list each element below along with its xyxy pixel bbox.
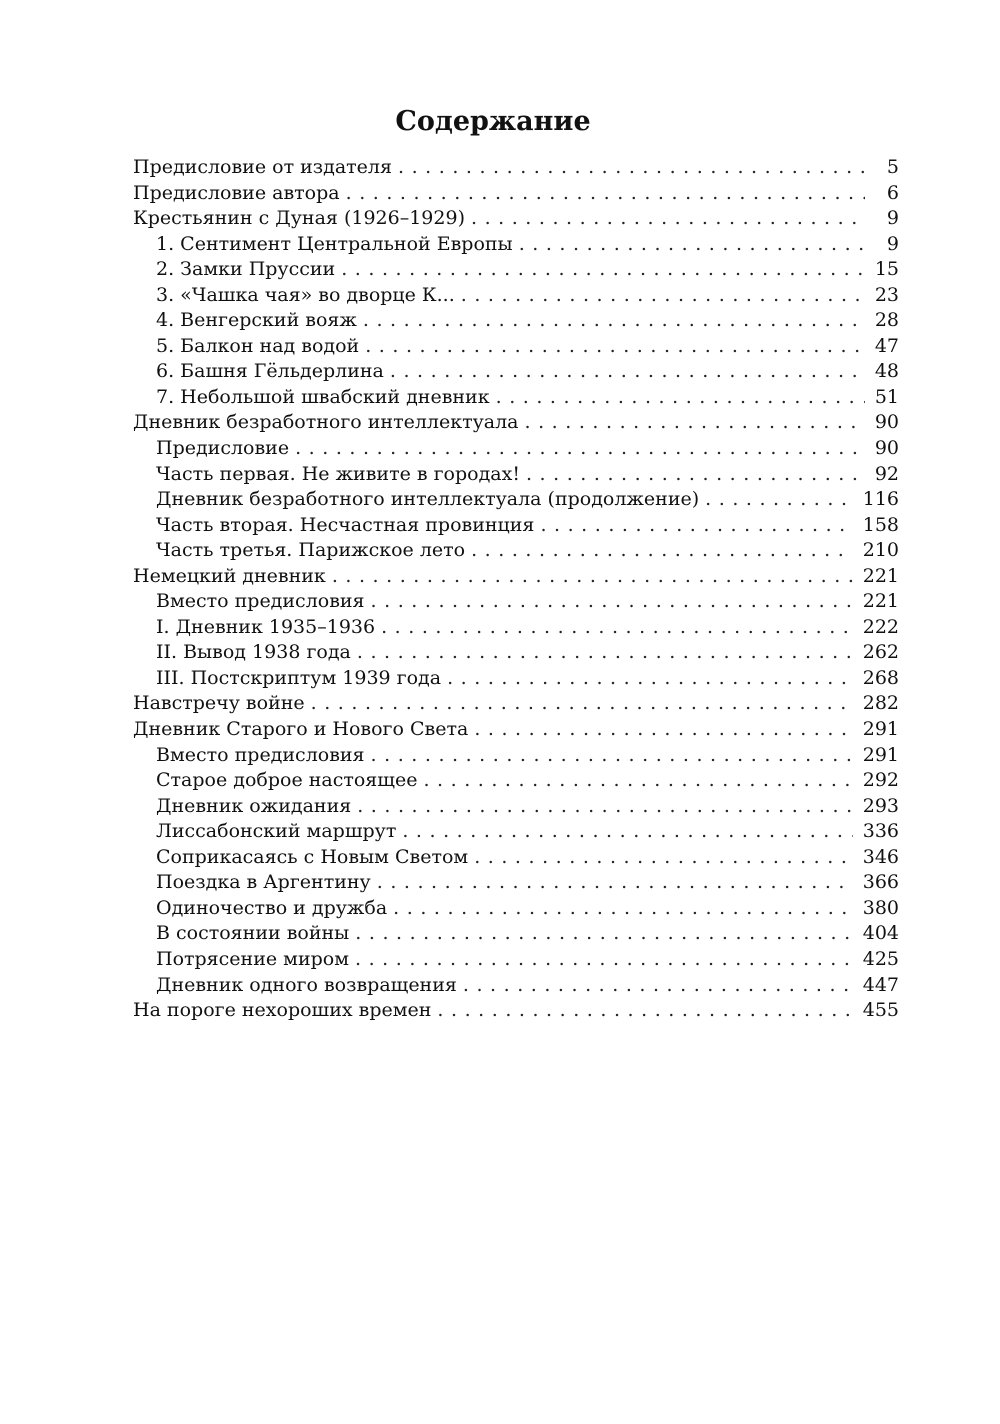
toc-entry (133, 181, 899, 207)
toc-entry-page-number: 262 (862, 641, 899, 664)
toc-entry-label: Дневник ожидания (156, 794, 352, 817)
toc-entry-label: Соприкасаясь с Новым Светом (156, 845, 469, 868)
toc-dot-leader (332, 564, 853, 590)
toc-entry-page-number: 116 (862, 488, 899, 511)
toc-entry-page-number: 47 (874, 334, 899, 357)
toc-entry-page-number: 210 (862, 539, 899, 562)
toc-dot-leader (474, 717, 852, 743)
toc-entry-label: Лиссабонский маршрут (156, 820, 397, 843)
toc-entry (133, 436, 899, 462)
toc-entry-page-number: 346 (862, 845, 899, 868)
toc-dot-leader (346, 181, 865, 207)
toc-entry (133, 334, 899, 360)
toc-dot-leader (705, 487, 853, 513)
toc-entry-label: Часть вторая. Несчастная провинция (156, 513, 535, 536)
toc-entry-label: Одиночество и дружба (156, 896, 388, 919)
toc-dot-leader (496, 385, 865, 411)
toc-entry-label: В состоянии войны (156, 922, 350, 945)
toc-entry-label: 1. Сентимент Центральной Европы (156, 232, 513, 255)
toc-entry-page-number: 15 (874, 258, 899, 281)
toc-entry-label: 3. «Чашка чая» во дворце К... (156, 283, 455, 306)
toc-entry-page-number: 455 (862, 999, 899, 1022)
toc-dot-leader (295, 436, 865, 462)
toc-entry (133, 232, 899, 258)
toc-entry-page-number: 90 (874, 437, 899, 460)
toc-entry-page-number: 293 (862, 794, 899, 817)
toc-entry-page-number: 292 (862, 769, 899, 792)
toc-entry-label: Часть первая. Не живите в городах! (156, 462, 520, 485)
toc-entry-label: Поездка в Аргентину (156, 871, 371, 894)
toc-entry (133, 819, 899, 845)
toc-entry-page-number: 404 (862, 922, 899, 945)
toc-dot-leader (471, 538, 853, 564)
toc-entry (133, 487, 899, 513)
toc-entry-label: Потрясение миром (156, 947, 349, 970)
toc-entry (133, 870, 899, 896)
toc-entry-page-number: 282 (862, 692, 899, 715)
toc-entry-page-number: 28 (874, 309, 899, 332)
toc-dot-leader (390, 359, 865, 385)
toc-entry (133, 155, 899, 181)
toc-entry-label: 4. Венгерский вояж (156, 309, 357, 332)
toc-dot-leader (393, 896, 853, 922)
toc-entry (133, 666, 899, 692)
toc-dot-leader (311, 691, 853, 717)
toc-entry (133, 538, 899, 564)
toc-dot-leader (423, 768, 852, 794)
toc-dot-leader (365, 334, 865, 360)
toc-entry-page-number: 291 (862, 718, 899, 741)
toc-dot-leader (525, 410, 865, 436)
toc-entry (133, 921, 899, 947)
toc-entry-page-number: 268 (862, 666, 899, 689)
toc-entry (133, 845, 899, 871)
toc-entry-page-number: 291 (862, 743, 899, 766)
toc-entry-page-number: 5 (886, 156, 899, 178)
toc-entry-label: Дневник безработного интеллектуала (продолжение) (156, 488, 700, 511)
toc-entry-page-number: 425 (862, 947, 899, 970)
toc-entry (133, 768, 899, 794)
toc-dot-leader (402, 819, 852, 845)
toc-entry-label: 5. Балкон над водой (156, 334, 360, 357)
toc-dot-leader (437, 998, 852, 1024)
toc-dot-leader (540, 513, 852, 539)
toc-dot-leader (381, 615, 853, 641)
toc-entry-page-number: 90 (874, 411, 899, 434)
toc-dot-leader (371, 743, 853, 769)
toc-entry-label: Дневник Старого и Нового Света (133, 718, 469, 741)
toc-entry-label: Вместо предисловия (156, 590, 365, 613)
toc-entry-label: Предисловие (156, 437, 290, 460)
toc-entry (133, 973, 899, 999)
toc-dot-leader (357, 794, 853, 820)
toc-entry-label: 6. Башня Гёльдерлина (156, 360, 384, 383)
toc-entry-page-number: 221 (862, 564, 899, 587)
toc-dot-leader (461, 283, 865, 309)
toc-dot-leader (447, 666, 853, 692)
toc-entry (133, 462, 899, 488)
toc-entry-page-number: 366 (862, 871, 899, 894)
toc-dot-leader (474, 845, 853, 871)
toc-entry (133, 896, 899, 922)
toc-entry (133, 691, 899, 717)
toc-entry (133, 717, 899, 743)
toc-entry-label: Старое доброе настоящее (156, 769, 418, 792)
toc-entry-label: I. Дневник 1935–1936 (156, 615, 376, 638)
toc-dot-leader (526, 462, 865, 488)
toc-entry-label: Дневник безработного интеллектуала (133, 411, 519, 434)
toc-entry-label: Немецкий дневник (133, 564, 326, 587)
toc-entry-label: На пороге нехороших времен (133, 999, 432, 1022)
toc-dot-leader (355, 921, 852, 947)
toc-entry-page-number: 6 (886, 181, 899, 204)
toc-dot-leader (463, 973, 853, 999)
toc-dot-leader (398, 155, 865, 181)
table-of-contents (133, 155, 899, 1024)
toc-entry (133, 308, 899, 334)
toc-dot-leader (471, 206, 865, 232)
toc-dot-leader (371, 589, 853, 615)
toc-dot-leader (363, 308, 865, 334)
toc-entry-page-number: 221 (862, 590, 899, 613)
toc-entry (133, 359, 899, 385)
toc-entry-page-number: 51 (874, 385, 899, 408)
toc-entry-page-number: 158 (862, 513, 899, 536)
toc-entry (133, 513, 899, 539)
toc-entry (133, 385, 899, 411)
toc-entry-page-number: 9 (886, 207, 899, 230)
toc-entry-page-number: 380 (862, 896, 899, 919)
toc-entry-label: Дневник одного возвращения (156, 973, 457, 996)
toc-entry-page-number: 23 (874, 283, 899, 306)
toc-entry-label: Вместо предисловия (156, 743, 365, 766)
toc-entry (133, 589, 899, 615)
toc-entry (133, 410, 899, 436)
toc-dot-leader (377, 870, 853, 896)
toc-entry (133, 743, 899, 769)
toc-entry (133, 206, 899, 232)
toc-entry-page-number: 222 (862, 615, 899, 638)
toc-entry-page-number: 92 (874, 462, 899, 485)
toc-dot-leader (357, 640, 853, 666)
toc-entry-label: 7. Небольшой швабский дневник (156, 385, 490, 408)
toc-entry (133, 615, 899, 641)
toc-entry-label: Предисловие от издателя (133, 156, 392, 178)
page-title: Содержание (395, 106, 591, 137)
toc-entry (133, 283, 899, 309)
toc-entry-label: Предисловие автора (133, 181, 340, 204)
toc-entry (133, 998, 899, 1024)
toc-entry (133, 947, 899, 973)
toc-entry (133, 794, 899, 820)
toc-entry-page-number: 48 (874, 360, 899, 383)
toc-dot-leader (355, 947, 853, 973)
toc-entry-page-number: 447 (862, 973, 899, 996)
toc-entry (133, 257, 899, 283)
toc-entry-page-number: 9 (886, 232, 899, 255)
toc-entry (133, 640, 899, 666)
toc-entry-label: Навстречу войне (133, 692, 305, 715)
toc-entry-label: II. Вывод 1938 года (156, 641, 351, 664)
toc-entry-label: Крестьянин с Дуная (1926–1929) (133, 207, 465, 230)
toc-dot-leader (341, 257, 865, 283)
toc-entry-label: III. Постскриптум 1939 года (156, 666, 442, 689)
toc-entry-page-number: 336 (862, 820, 899, 843)
toc-dot-leader (519, 232, 865, 258)
toc-entry (133, 564, 899, 590)
toc-entry-label: Часть третья. Парижское лето (156, 539, 466, 562)
toc-entry-label: 2. Замки Пруссии (156, 258, 336, 281)
